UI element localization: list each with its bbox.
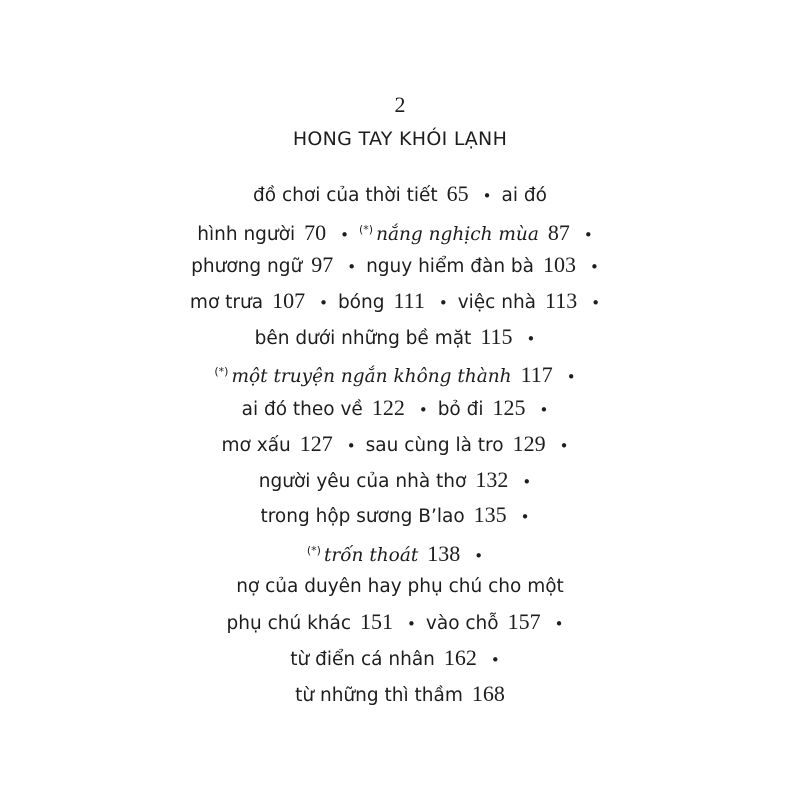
toc-line (0, 607, 800, 643)
toc-entry[interactable] (337, 288, 458, 314)
toc-entry[interactable] (214, 362, 585, 388)
toc-line (0, 322, 800, 358)
toc-line (0, 393, 800, 429)
table-of-contents (0, 179, 800, 714)
toc-entry[interactable] (253, 181, 502, 206)
toc-entry[interactable] (358, 219, 603, 245)
page-number: 113 (545, 288, 578, 314)
toc-line (0, 643, 800, 679)
entry-title: sau cùng là tro (365, 434, 504, 456)
bullet-separator: • (438, 294, 448, 313)
toc-entry[interactable] (457, 288, 610, 314)
page-number: 138 (427, 540, 461, 566)
entry-title: một truyện ngắn không thành (231, 366, 512, 388)
toc-line (0, 250, 800, 286)
toc-line (0, 536, 800, 572)
bullet-separator: • (522, 472, 532, 491)
page-number: 97 (311, 252, 334, 278)
page-number: 157 (507, 609, 541, 635)
toc-entry[interactable] (260, 502, 539, 528)
toc-entry[interactable] (197, 219, 359, 245)
toc-line (0, 465, 800, 501)
entry-title: hình người (197, 223, 296, 245)
page-number: 151 (360, 609, 394, 635)
toc-entry[interactable] (221, 430, 366, 456)
entry-title: mơ trưa (189, 292, 264, 314)
entry-title: bên dưới những bề mặt (254, 327, 472, 349)
entry-title: từ những thì thầm (295, 684, 463, 706)
chapter-number: 2 (394, 92, 406, 117)
toc-entry[interactable] (502, 185, 547, 206)
toc-entry[interactable] (189, 288, 338, 314)
toc-line (0, 572, 800, 608)
entry-title: ai đó (501, 185, 547, 206)
bullet-separator: • (566, 368, 576, 387)
bullet-separator: • (346, 436, 356, 455)
page-number: 107 (272, 288, 306, 314)
page-number: 168 (471, 680, 505, 706)
bullet-separator: • (591, 294, 601, 313)
bullet-separator: • (340, 225, 349, 244)
page-number: 125 (492, 395, 526, 421)
bullet-separator: • (319, 294, 328, 313)
entry-title: bỏ đi (437, 399, 484, 421)
entry-title: đồ chơi của thời tiết (253, 185, 438, 206)
page-number: 132 (475, 466, 509, 492)
toc-entry[interactable] (236, 576, 564, 597)
toc-entry[interactable] (241, 395, 438, 421)
bullet-separator: • (347, 258, 357, 277)
toc-entry[interactable] (295, 680, 505, 706)
toc-entry[interactable] (425, 609, 574, 635)
toc-entry[interactable] (191, 252, 366, 278)
bullet-separator: • (482, 187, 492, 205)
note-marker: (*) (214, 365, 229, 379)
entry-title: nắng nghịch mùa (376, 223, 539, 245)
entry-title: mơ xấu (221, 434, 291, 456)
entry-title: ai đó theo về (241, 399, 363, 421)
entry-title: việc nhà (457, 292, 537, 314)
toc-entry[interactable] (366, 252, 609, 278)
entry-title: phương ngữ (191, 256, 303, 278)
toc-entry[interactable] (290, 644, 510, 670)
entry-title: nguy hiểm đàn bà (366, 256, 534, 278)
entry-title: trốn thoát (323, 544, 419, 566)
bullet-separator: • (583, 225, 593, 244)
entry-title: nợ của duyên hay phụ chú cho một (236, 575, 564, 597)
toc-line (0, 286, 800, 322)
page-number: 65 (446, 181, 469, 206)
entry-title: người yêu của nhà thơ (258, 470, 467, 492)
toc-line (0, 500, 800, 536)
toc-entry[interactable] (258, 466, 541, 492)
page-number: 87 (547, 219, 570, 245)
bullet-separator: • (526, 329, 536, 348)
entry-title: phụ chú khác (226, 613, 352, 635)
chapter-title: HONG TAY KHÓI LẠNH (292, 128, 508, 150)
page-number: 111 (393, 288, 425, 314)
toc-entry[interactable] (437, 395, 559, 421)
toc-entry[interactable] (226, 609, 426, 635)
toc-line (0, 429, 800, 465)
page-number: 70 (304, 219, 327, 245)
entry-title: trong hộp sương B’lao (260, 506, 465, 528)
page-number: 162 (443, 644, 477, 670)
page-number: 122 (371, 395, 405, 421)
note-marker: (*) (358, 222, 374, 236)
bullet-separator: • (407, 615, 416, 634)
page-number: 135 (473, 502, 507, 528)
page-number: 103 (543, 252, 576, 278)
bullet-separator: • (590, 258, 599, 277)
toc-entry[interactable] (306, 540, 493, 566)
note-marker: (*) (306, 543, 321, 557)
page-number: 117 (520, 362, 553, 388)
toc-entry[interactable] (254, 323, 546, 349)
toc-line (0, 357, 800, 393)
entry-title: từ điển cá nhân (290, 648, 435, 670)
bullet-separator: • (554, 615, 564, 634)
page-number: 127 (299, 430, 333, 456)
entry-title: bóng (337, 292, 385, 314)
bullet-separator: • (559, 436, 569, 455)
toc-line (0, 215, 800, 251)
bullet-separator: • (418, 401, 428, 420)
bullet-separator: • (490, 650, 500, 669)
page-number: 129 (512, 430, 546, 456)
bullet-separator: • (539, 401, 549, 420)
toc-line (0, 179, 800, 215)
toc-entry[interactable] (365, 430, 579, 456)
toc-line (0, 679, 800, 715)
entry-title: vào chỗ (425, 613, 499, 635)
bullet-separator: • (474, 546, 484, 565)
bullet-separator: • (520, 508, 530, 527)
page-number: 115 (480, 323, 513, 349)
